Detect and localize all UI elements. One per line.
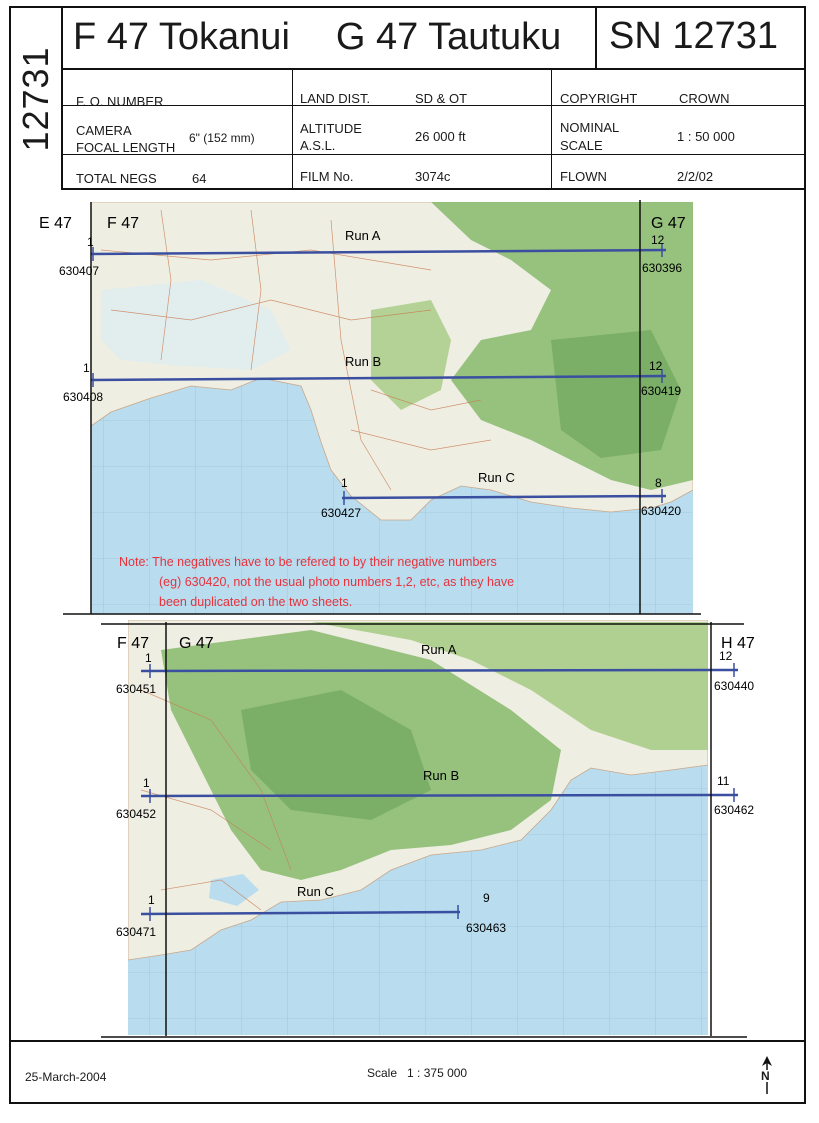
note-line-1: Note: The negatives have to be refered to by their negative numbers [119,555,497,569]
run-c-end-photo: 8 [655,476,662,490]
run-b-label: Run B [423,768,460,783]
camera-label-1: CAMERA [76,123,132,138]
run-a-end-photo: 12 [651,233,665,247]
run-c-start-negative: 630427 [321,506,362,520]
run-a-end-negative: 630440 [714,679,755,693]
north-arrow-icon [757,1054,777,1096]
side-sheet-id [11,8,63,190]
title-sheet-right: G 47 Tautuku [335,16,562,58]
page-title [73,16,561,59]
grid-divider [551,70,552,190]
run-c-end-photo: 9 [483,891,490,905]
print-date: 25-March-2004 [25,1070,107,1084]
nominal-scale-label-2: SCALE [560,138,603,153]
side-sheet-id-text: 12731 [15,46,56,152]
land-dist-label: LAND DIST. [300,91,371,106]
survey-number-box [595,8,806,68]
camera-label-2: FOCAL LENGTH [76,140,176,155]
map-panel-2 [101,620,755,1037]
survey-number: SN 12731 [609,15,779,57]
fo-number-label: F. O. NUMBER [76,94,164,109]
north-label: N [761,1069,770,1083]
info-grid [63,70,806,190]
map1-sheet-g47: G 47 [651,215,686,232]
run-c-start-photo: 1 [341,476,348,490]
total-negs-label: TOTAL NEGS [76,171,157,186]
altitude-label-1: ALTITUDE [300,121,362,136]
title-sheet-left: F 47 Tokanui [73,16,290,58]
copyright-value: CROWN [679,91,730,106]
scale-value: 1 : 375 000 [407,1066,468,1080]
run-c-label: Run C [478,470,515,485]
run-c-start-photo: 1 [148,893,155,907]
run-b-start-negative: 630452 [116,807,157,821]
flight-maps [11,190,806,1040]
run-a-start-negative: 630451 [116,682,157,696]
run-a-start-negative: 630407 [59,264,100,278]
run-c-end-negative: 630420 [641,504,682,518]
film-number-label: FILM No. [300,169,354,184]
run-b-end-negative: 630419 [641,384,682,398]
nominal-scale-label-1: NOMINAL [560,120,620,135]
run-a-label: Run A [421,642,457,657]
run-b-start-photo: 1 [143,776,150,790]
run-a-start-photo: 1 [87,235,94,249]
map1-sheet-f47: F 47 [107,215,140,232]
map1-sheet-e47: E 47 [39,215,72,232]
run-b-end-photo: 11 [717,774,730,788]
total-negs-value: 64 [192,171,207,186]
run-b-start-negative: 630408 [63,390,104,404]
run-b-start-photo: 1 [83,361,90,375]
altitude-label-2: A.S.L. [300,138,336,153]
run-c-end-negative: 630463 [466,921,507,935]
run-b-end-negative: 630462 [714,803,755,817]
note-line-3: been duplicated on the two sheets. [159,595,353,609]
note-line-2: (eg) 630420, not the usual photo numbers 1,2, etc, as they have [159,575,515,589]
run-a-start-photo: 1 [145,651,152,665]
run-b-label: Run B [345,354,382,369]
title-row [63,8,806,70]
run-b-end-photo: 12 [649,359,663,373]
map-scale [367,1066,467,1080]
map2-sheet-h47: H 47 [721,635,755,652]
run-c-label: Run C [297,884,334,899]
run-a-end-photo: 12 [719,649,733,663]
flight-plan-sheet [9,6,806,1104]
scale-label: Scale [367,1066,398,1080]
map2-sheet-g47: G 47 [179,635,214,652]
map-panel-1 [39,200,701,614]
footer-divider [11,1040,806,1042]
altitude-value: 26 000 ft [415,129,466,144]
map2-sheet-f47: F 47 [117,635,150,652]
run-a-label: Run A [345,228,381,243]
run-c-start-negative: 630471 [116,925,157,939]
camera-value: 6" (152 mm) [189,131,255,145]
flown-label: FLOWN [560,169,607,184]
nominal-scale-value: 1 : 50 000 [677,129,735,144]
grid-divider [292,70,293,190]
copyright-label: COPYRIGHT [560,91,638,106]
run-a-end-negative: 630396 [642,261,683,275]
film-number-value: 3074c [415,169,451,184]
land-dist-value: SD & OT [415,91,468,106]
flown-date: 2/2/02 [677,169,714,184]
